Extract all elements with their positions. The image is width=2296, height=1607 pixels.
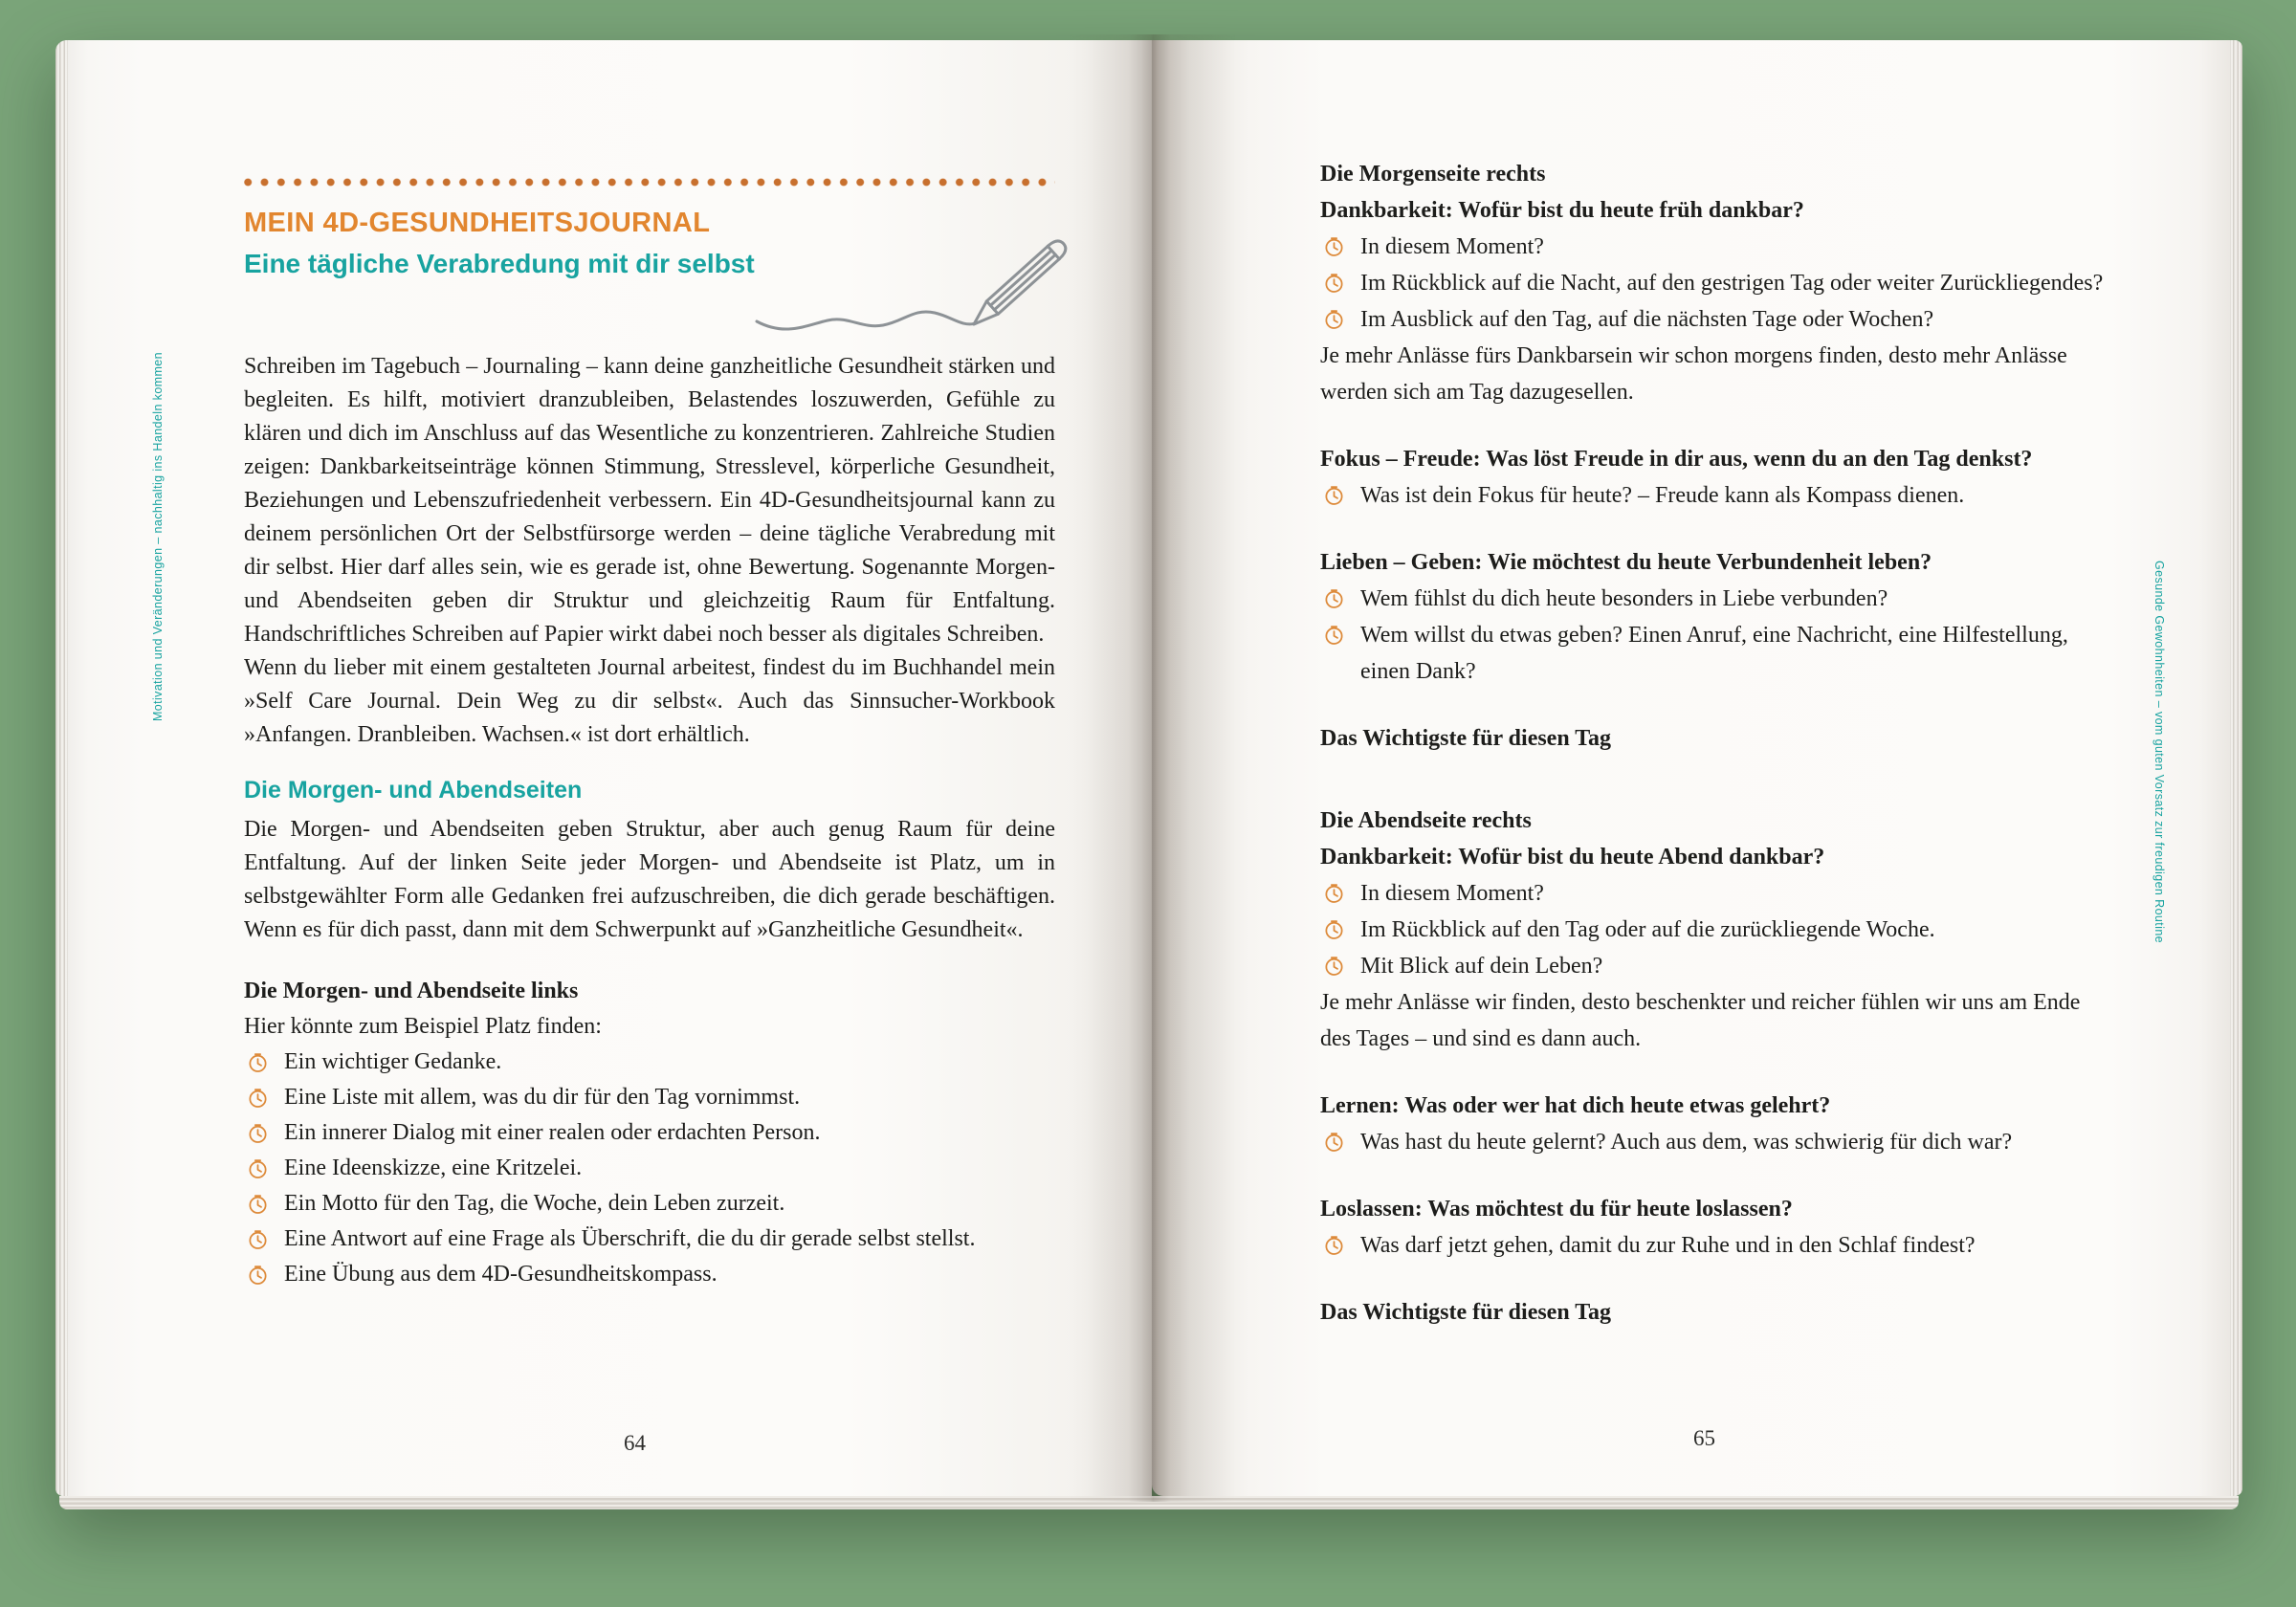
bullet-text: Im Rückblick auf die Nacht, auf den gestrigen Tag oder weiter Zurückliegendes? (1360, 271, 2104, 296)
gratitude-bullets (1320, 875, 2107, 984)
bullet-text: Was darf jetzt gehen, damit du zur Ruhe und in den Schlaf findest? (1360, 1233, 1976, 1258)
page-stack-edge-left (55, 40, 68, 1496)
focus-question: Fokus – Freude: Was löst Freude in dir aus, wenn du an den Tag denkst? (1320, 447, 2033, 472)
clock-icon (1323, 955, 1345, 977)
page-number-right: 65 (1693, 1426, 1715, 1450)
morning-focus-group (1320, 441, 2107, 514)
bullet-text: In diesem Moment? (1360, 881, 1544, 906)
clock-icon (247, 1193, 269, 1215)
bullet-item (1320, 1124, 2107, 1160)
clock-icon (1323, 235, 1345, 257)
page-stack-edge-right (2230, 40, 2242, 1496)
letgo-bullets (1320, 1227, 2107, 1264)
gratitude-question: Dankbarkeit: Wofür bist du heute früh dankbar? (1320, 198, 1804, 223)
bullet-text: Im Ausblick auf den Tag, auf die nächsten Tage oder Wochen? (1360, 307, 1934, 332)
morning-section (1320, 156, 2107, 757)
bullet-item (1320, 581, 2107, 617)
intro-paragraph-2: Wenn du lieber mit einem gestalteten Journal arbeitest, findest du im Buchhandel mein »Self Care Journal. Dein Weg zu dir selbst«. Auch das Sinnsucher-Workbook »Anfangen. Dranbleiben. Wachsen.« ist dort erhältlich. (244, 655, 1055, 747)
clock-icon (1323, 308, 1345, 330)
chapter-title: MEIN 4D-GESUNDHEITSJOURNAL (244, 208, 711, 238)
clock-icon (247, 1051, 269, 1073)
bullet-text: Eine Liste mit allem, was du dir für den Tag vornimmst. (284, 1085, 801, 1110)
evening-learn-group (1320, 1088, 2107, 1160)
bullet-item (1320, 477, 2107, 514)
love-bullets (1320, 581, 2107, 690)
evening-important-group (1320, 1294, 2107, 1331)
bullet-item (1320, 912, 2107, 948)
right-page-content (1320, 156, 2107, 1331)
clock-icon (1323, 1131, 1345, 1153)
bullet-item (1320, 1227, 2107, 1264)
pencil-icon (749, 224, 1074, 358)
clock-icon (1323, 484, 1345, 506)
bullet-item (244, 1186, 1055, 1222)
clock-icon (247, 1228, 269, 1250)
clock-icon (247, 1122, 269, 1144)
bullet-text: Im Rückblick auf den Tag oder auf die zurückliegende Woche. (1360, 917, 1935, 942)
bullet-item (1320, 875, 2107, 912)
right-margin-chapter-label: Gesunde Gewohnheiten – vom guten Vorsatz zur freudigen Routine (2152, 561, 2166, 944)
bullet-item (1320, 265, 2107, 301)
clock-icon (1323, 272, 1345, 294)
focus-bullets (1320, 477, 2107, 514)
bullet-text: Eine Antwort auf eine Frage als Überschrift, die du dir gerade selbst stellst. (284, 1226, 976, 1251)
evening-gratitude-group (1320, 839, 2107, 1057)
evening-letgo-group (1320, 1191, 2107, 1264)
bullet-text: Wem fühlst du dich heute besonders in Liebe verbunden? (1360, 586, 1888, 611)
important-heading: Das Wichtigste für diesen Tag (1320, 726, 1612, 751)
bullet-text: Ein innerer Dialog mit einer realen oder erdachten Person. (284, 1120, 821, 1145)
love-question: Lieben – Geben: Wie möchtest du heute Verbundenheit leben? (1320, 550, 1932, 575)
list-intro: Hier könnte zum Beispiel Platz finden: (244, 1014, 602, 1039)
section-paragraph: Die Morgen- und Abendseiten geben Struktur, aber auch genug Raum für deine Entfaltung. Auf der linken Seite jeder Morgen- und Abendseite ist Platz, um in selbstgewählter Form alle Gedanken frei aufzuschreiben, die dich gerade beschäftigen. Wenn es für dich passt, dann mit dem Schwerpunkt auf »Ganzheitliche Gesundheit«. (244, 817, 1055, 942)
bullet-text: Ein wichtiger Gedanke. (284, 1049, 502, 1074)
bullet-item (244, 1151, 1055, 1186)
page-number-left: 64 (624, 1431, 646, 1455)
list-heading: Die Morgen- und Abendseite links (244, 979, 579, 1003)
learn-question: Lernen: Was oder wer hat dich heute etwas gelehrt? (1320, 1093, 1831, 1118)
bullet-text: In diesem Moment? (1360, 234, 1544, 259)
clock-icon (1323, 918, 1345, 940)
bullet-text: Mit Blick auf dein Leben? (1360, 954, 1603, 979)
morning-heading: Die Morgenseite rechts (1320, 162, 1546, 187)
evening-heading: Die Abendseite rechts (1320, 808, 1532, 833)
clock-icon (1323, 624, 1345, 646)
section-heading: Die Morgen- und Abendseiten (244, 777, 583, 804)
learn-bullets (1320, 1124, 2107, 1160)
dotted-rule (244, 178, 1055, 187)
bullet-item (1320, 229, 2107, 265)
gratitude-bullets (1320, 229, 2107, 338)
bullet-text: Was ist dein Fokus für heute? – Freude kann als Kompass dienen. (1360, 483, 1965, 508)
clock-icon (247, 1087, 269, 1109)
bullet-text: Eine Ideenskizze, eine Kritzelei. (284, 1156, 583, 1180)
gratitude-note: Je mehr Anlässe fürs Dankbarsein wir schon morgens finden, desto mehr Anlässe werden sich am Tag dazugesellen. (1320, 343, 2067, 405)
clock-icon (1323, 882, 1345, 904)
intro-block (244, 350, 1055, 752)
bullet-item (244, 1222, 1055, 1257)
bullet-item (1320, 301, 2107, 338)
clock-icon (247, 1264, 269, 1286)
intro-paragraph-1: Schreiben im Tagebuch – Journaling – kann deine ganzheitliche Gesundheit stärken und begleiten. Es hilft, motiviert dranzubleiben, Belastendes loszuwerden, Gefühle zu klären und dich im Anschluss auf das Wesentliche zu konzentrieren. Zahlreiche Studien zeigen: Dankbarkeitseinträge können Stimmung, Stresslevel, körperliche Gesundheit, Beziehungen und Lebenszufriedenheit verbessern. Ein 4D-Gesundheitsjournal kann zu deinem persönlichen Ort der Selbstfürsorge werden – deine tägliche Verabredung mit dir selbst. Hier darf alles sein, wie es gerade ist, ohne Bewertung. Sogenannte Morgen- und Abendseiten geben dir Struktur und gleichzeitig Raum für Entfaltung. Handschriftliches Schreiben auf Papier wirkt dabei noch besser als digitales Schreiben. (244, 354, 1055, 647)
clock-icon (1323, 587, 1345, 609)
clock-icon (247, 1157, 269, 1179)
bullet-item (244, 1115, 1055, 1151)
important-heading: Das Wichtigste für diesen Tag (1320, 1300, 1612, 1325)
bullet-item (1320, 617, 2107, 690)
page-stack-edge-bottom (59, 1496, 2239, 1509)
bullet-text: Wem willst du etwas geben? Einen Anruf, eine Nachricht, eine Hilfestellung, einen Dank? (1360, 623, 2068, 684)
chapter-subtitle: Eine tägliche Verabredung mit dir selbst (244, 249, 755, 278)
bullet-item (244, 1080, 1055, 1115)
morning-important-group (1320, 720, 2107, 757)
left-page-content (244, 178, 1055, 1292)
left-bullet-list (244, 1045, 1055, 1292)
morning-love-group (1320, 544, 2107, 690)
bullet-item (244, 1257, 1055, 1292)
bullet-text: Was hast du heute gelernt? Auch aus dem, was schwierig für dich war? (1360, 1130, 2013, 1155)
clock-icon (1323, 1234, 1345, 1256)
bullet-text: Eine Übung aus dem 4D-Gesundheitskompass. (284, 1262, 718, 1287)
gratitude-note: Je mehr Anlässe wir finden, desto beschenkter und reicher fühlen wir uns am Ende des Tages – und sind es dann auch. (1320, 990, 2081, 1051)
bullet-item (244, 1045, 1055, 1080)
evening-section (1320, 803, 2107, 1331)
bullet-text: Ein Motto für den Tag, die Woche, dein Leben zurzeit. (284, 1191, 785, 1216)
bullet-item (1320, 948, 2107, 984)
morning-gratitude-group (1320, 192, 2107, 410)
left-margin-chapter-label: Motivation und Veränderungen – nachhaltig ins Handeln kommen (151, 352, 165, 722)
letgo-question: Loslassen: Was möchtest du für heute loslassen? (1320, 1197, 1793, 1222)
gratitude-question: Dankbarkeit: Wofür bist du heute Abend dankbar? (1320, 845, 1825, 870)
